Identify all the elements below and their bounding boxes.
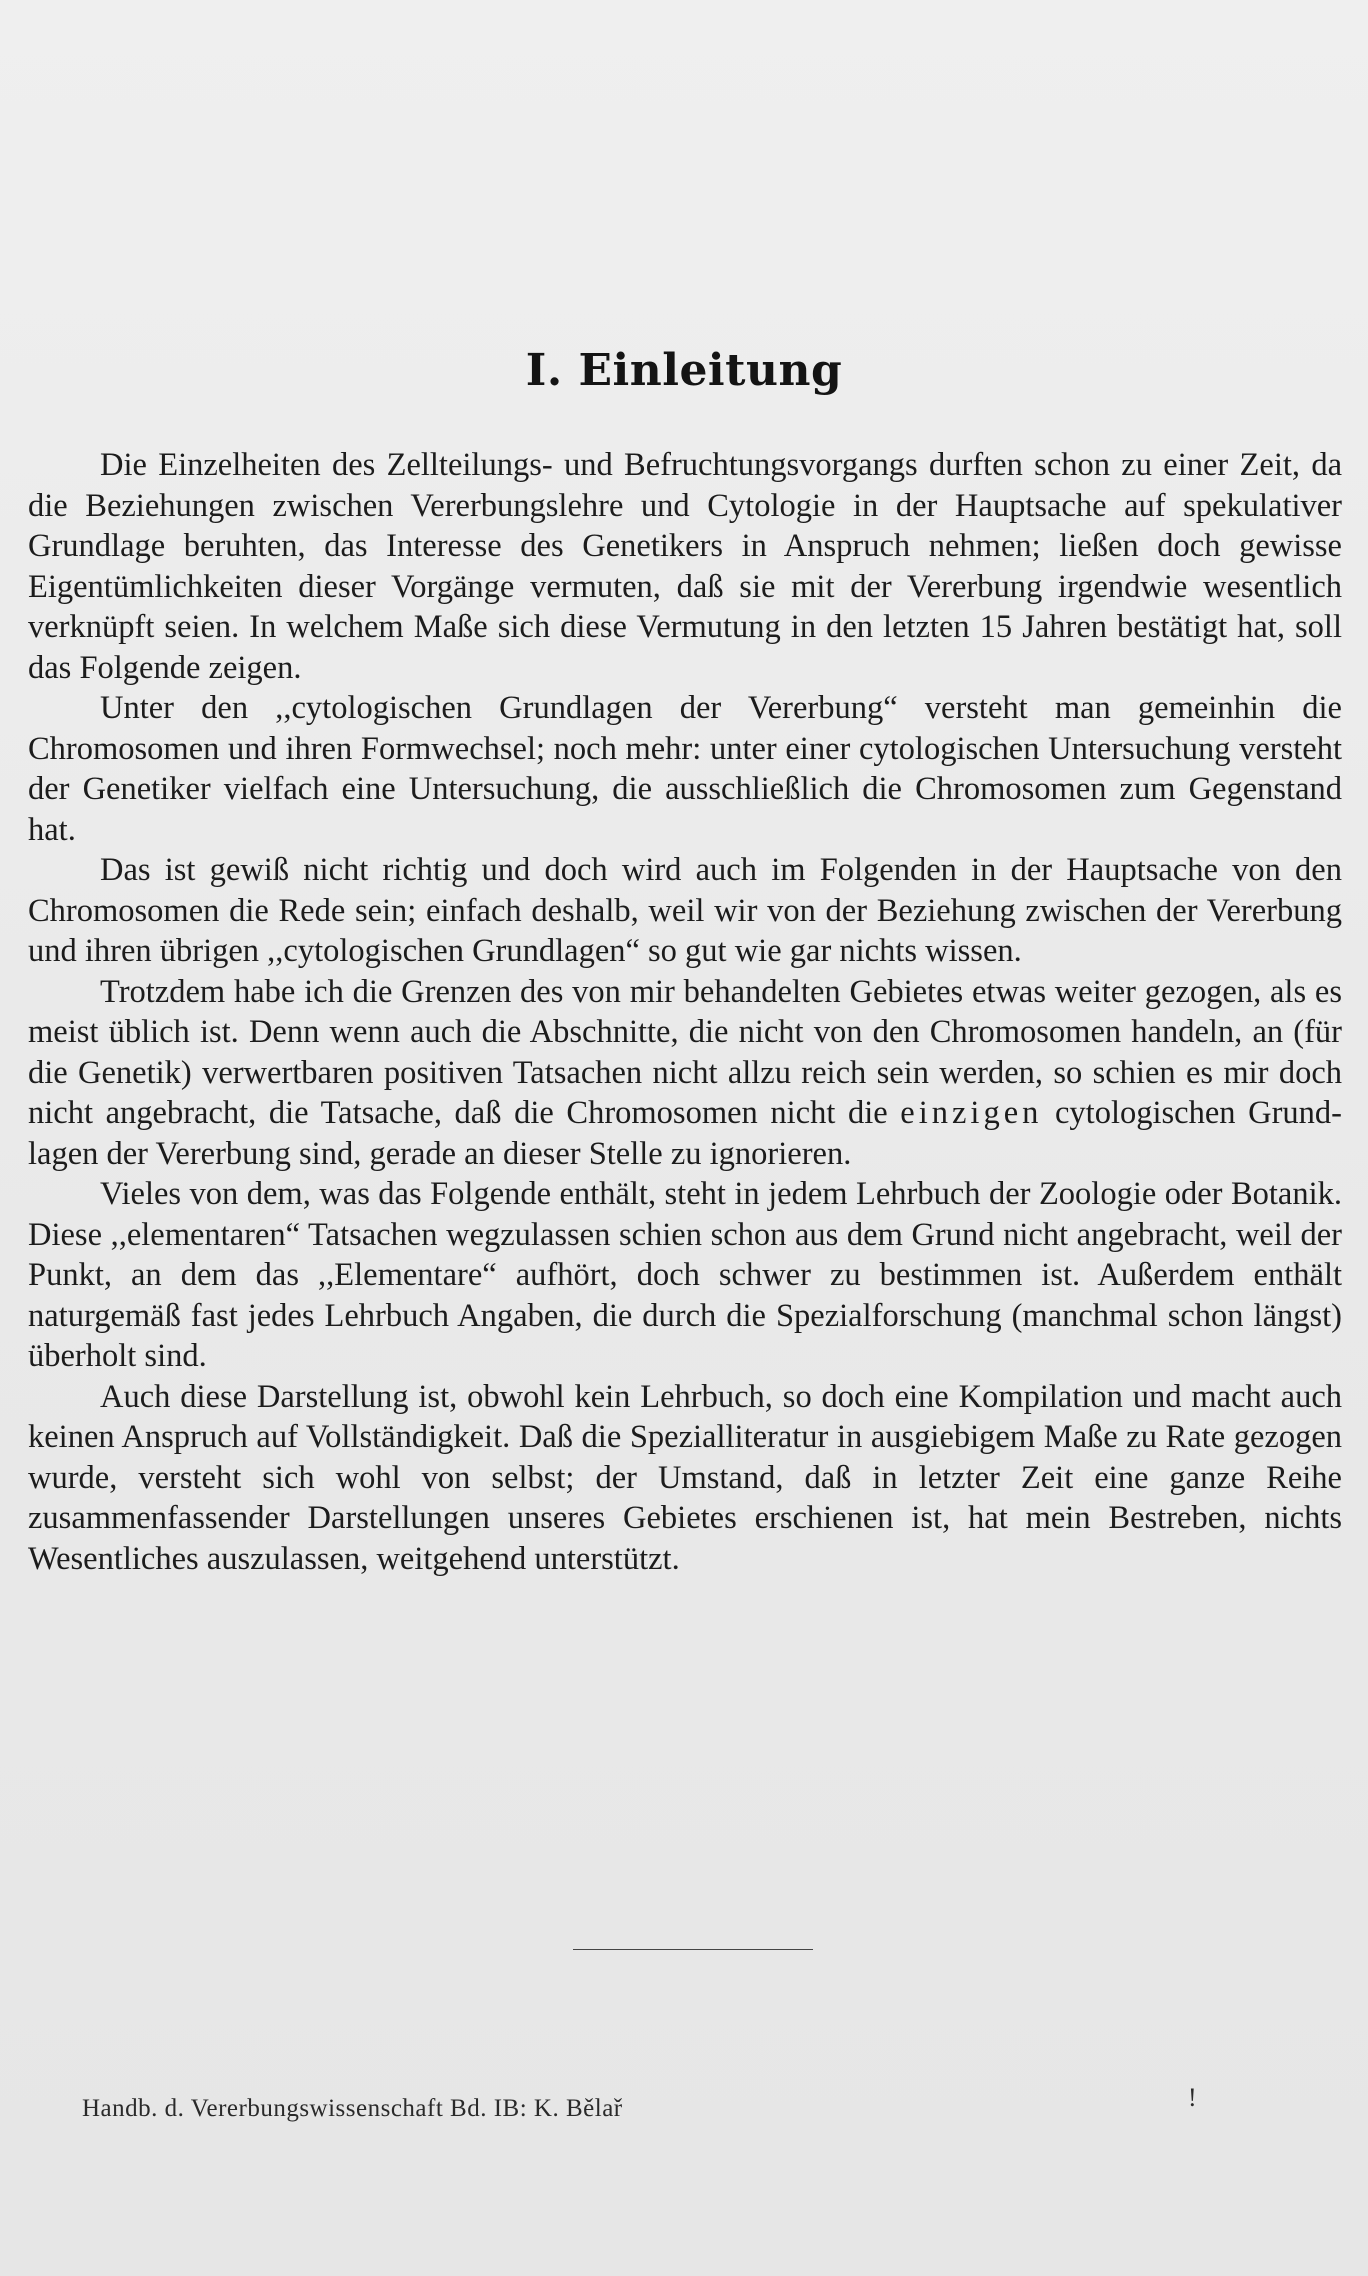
paragraph-5 — [28, 1174, 1342, 1377]
paragraph-1-text: Die Einzelheiten des Zellteilungs- und Befruchtungsvorgangs durften schon zu einer Zeit, da die Beziehungen zwischen Vererbungslehre und Cytologie in der Hauptsache auf spekulativer Grundlage beruhten, das Interesse des Genetikers in Anspruch nehmen; ließen doch gewisse Eigentümlichkeiten dieser Vorgänge vermuten, daß sie mit der Vererbung irgendwie wesentlich verknüpft seien. In welchem Maße sich diese Vermutung in den letzten 15 Jahren bestätigt hat, soll das Folgende zeigen. — [28, 447, 1342, 686]
chapter-body — [28, 445, 1342, 1579]
section-end-rule — [573, 1949, 813, 1950]
paragraph-4 — [28, 972, 1342, 1175]
paragraph-4-text: Trotzdem habe ich die Grenzen des von mir behandelten Gebietes etwas weiter gezogen, als es meist üblich ist. Denn wenn auch die Abschnitte, die nicht von den Chromosomen handeln, an (für die Genetik) verwertbaren positiven Tatsachen nicht allzu reich sein werden, so schien es mir doch nicht angebracht, die Tatsache, daß die Chromosomen nicht die — [28, 973, 1342, 1131]
chapter-title: I. Einleitung — [525, 345, 843, 396]
paragraph-2 — [28, 688, 1342, 850]
emphasized-word: einzigen — [900, 1095, 1043, 1131]
paragraph-4-text-end: cytologischen Grundlagen der Vererbung sind, gerade an dieser Stelle zu ignorieren. — [28, 1095, 1342, 1172]
paragraph-2-text: Unter den ,,cytologischen Grundlagen der Vererbung“ versteht man gemeinhin die Chromosomen und ihren Formwechsel; noch mehr: unter einer cytologischen Untersuchung versteht der Genetiker vielfach eine Untersuchung, die ausschließlich die Chromosomen zum Gegenstand hat. — [28, 690, 1342, 848]
paragraph-1 — [28, 445, 1342, 688]
paragraph-3-text: Das ist gewiß nicht richtig und doch wird auch im Folgenden in der Hauptsache von den Chromosomen die Rede sein; einfach deshalb, weil wir von der Beziehung zwischen der Vererbung und ihren übrigen ,,cytologischen Grundlagen“ so gut wie gar nichts wissen. — [28, 852, 1342, 969]
paragraph-6 — [28, 1377, 1342, 1580]
signature-mark: ! — [1188, 2083, 1197, 2112]
footer-citation: Handb. d. Vererbungswissenschaft Bd. IB: K. Bělař — [82, 2095, 623, 2122]
paragraph-6-text: Auch diese Darstellung ist, obwohl kein Lehrbuch, so doch eine Kompilation und macht auch keinen Anspruch auf Vollständigkeit. Daß die Spezialliteratur in ausgiebigem Maße zu Rate gezogen wurde, versteht sich wohl von selbst; der Umstand, daß in letzter Zeit eine ganze Reihe zusammenfassender Darstellungen unseres Gebietes erschienen ist, hat mein Bestreben, nichts Wesentliches auszulassen, weitgehend unterstützt. — [28, 1378, 1342, 1577]
paragraph-3 — [28, 850, 1342, 972]
paragraph-5-text: Vieles von dem, was das Folgende enthält, steht in jedem Lehrbuch der Zoologie oder Botanik. Diese ,,elementaren“ Tatsachen wegzulassen schien schon aus dem Grund nicht angebracht, weil der Punkt, an dem das ,,Elementare“ aufhört, doch schwer zu bestimmen ist. Außerdem enthält naturgemäß fast jedes Lehrbuch Angaben, die durch die Spezialforschung (manchmal schon längst) überholt sind. — [28, 1176, 1342, 1374]
